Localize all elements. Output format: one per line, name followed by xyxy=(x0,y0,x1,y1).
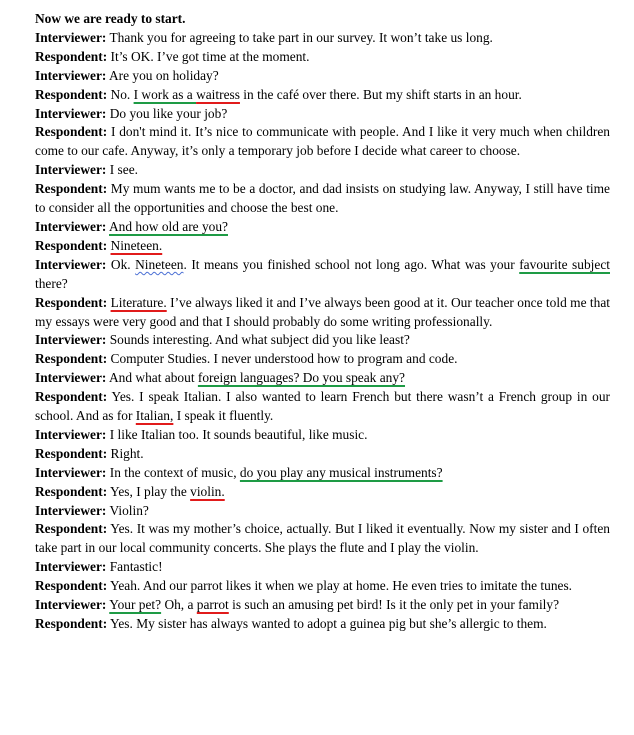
speaker-label: Respondent: xyxy=(35,483,108,499)
line-text: Yes. It was my mother’s choice, actually. But I liked it eventually. Now my sister and I often take part in our local community concerts. She plays the flute and I play the violin. xyxy=(35,521,610,556)
speaker-label: Respondent: xyxy=(35,578,108,594)
transcript-line-respondent xyxy=(35,294,610,332)
speaker-label: Interviewer: xyxy=(35,256,107,272)
speaker-label: Interviewer: xyxy=(35,502,107,518)
line-text: Yes. I speak Italian. I also wanted to learn French but there wasn’t a French group in our school. And as for xyxy=(35,389,610,424)
speaker-label: Respondent: xyxy=(35,86,108,102)
speaker-label: Interviewer: xyxy=(35,332,107,348)
transcript-line-interviewer xyxy=(35,596,610,615)
line-text: there? xyxy=(35,275,68,291)
line-text: Computer Studies. I never understood how to program and code. xyxy=(107,351,458,367)
line-text: I don't mind it. It’s nice to communicate with people. And I like it very much when children come to our cafe. Anyway, it’s only a temporary job before I decide what career to choose. xyxy=(35,124,610,159)
line-text: Sounds interesting. And what subject did you like least? xyxy=(106,332,410,348)
transcript-line-interviewer xyxy=(35,256,610,294)
question-highlight: foreign languages? Do you speak any? xyxy=(197,370,406,386)
transcript-line-respondent xyxy=(35,483,610,502)
line-text: It’s OK. I’ve got time at the moment. xyxy=(107,48,310,64)
transcript-line-interviewer xyxy=(35,29,610,48)
transcript-line-interviewer xyxy=(35,161,610,180)
transcript-line-interviewer xyxy=(35,369,610,388)
speaker-label: Respondent: xyxy=(35,124,108,140)
line-text: I’ve always liked it and I’ve always been good at it. Our teacher once told me that my essays were very good and that I should probably do some writing professionally. xyxy=(35,294,610,329)
spellcheck-word: Nineteen xyxy=(135,256,184,272)
line-text: No. xyxy=(107,86,134,102)
line-text: I like Italian too. It sounds beautiful, like music. xyxy=(106,426,368,442)
speaker-label: Respondent: xyxy=(35,237,108,253)
transcript-line-respondent xyxy=(35,86,610,105)
line-text: Yeah. And our parrot likes it when we play at home. He even tries to imitate the tunes. xyxy=(107,578,573,594)
transcript-line-respondent xyxy=(35,388,610,426)
answer-highlight: violin. xyxy=(190,483,225,499)
speaker-label: Interviewer: xyxy=(35,597,107,613)
line-text: I see. xyxy=(106,162,138,178)
line-text: My mum wants me to be a doctor, and dad insists on studying law. Anyway, I still have time to consider all the opportunities and choose the best one. xyxy=(35,181,610,216)
speaker-label: Interviewer: xyxy=(35,67,107,83)
speaker-label: Interviewer: xyxy=(35,105,107,121)
transcript-line-interviewer xyxy=(35,464,610,483)
transcript-line-respondent xyxy=(35,180,610,218)
transcript-line-respondent xyxy=(35,615,610,634)
transcript-line-interviewer xyxy=(35,426,610,445)
speaker-label: Respondent: xyxy=(35,389,108,405)
speaker-label: Interviewer: xyxy=(35,29,107,45)
transcript-line-respondent xyxy=(35,123,610,161)
interview-transcript xyxy=(35,29,610,634)
transcript-line-respondent xyxy=(35,350,610,369)
transcript-line-respondent xyxy=(35,48,610,67)
transcript-line-respondent xyxy=(35,237,610,256)
line-text: Do you like your job? xyxy=(106,105,228,121)
answer-highlight: Literature. xyxy=(110,294,167,310)
answer-highlight: Italian, xyxy=(135,408,174,424)
question-highlight: I work as a xyxy=(133,86,197,102)
line-text: Fantastic! xyxy=(106,559,163,575)
line-text: Ok. xyxy=(106,256,136,272)
line-text: in the café over there. But my shift starts in an hour. xyxy=(239,86,522,102)
line-text: . It means you finished school not long ago. What was your xyxy=(183,256,520,272)
line-text: Yes. My sister has always wanted to adopt a guinea pig but she’s allergic to them. xyxy=(107,616,547,631)
transcript-line-respondent xyxy=(35,520,610,558)
transcript-line-interviewer xyxy=(35,331,610,350)
transcript-line-interviewer xyxy=(35,558,610,577)
speaker-label: Respondent: xyxy=(35,294,108,310)
speaker-label: Interviewer: xyxy=(35,464,107,480)
speaker-label: Interviewer: xyxy=(35,426,107,442)
speaker-label: Respondent: xyxy=(35,48,108,64)
speaker-label: Respondent: xyxy=(35,181,108,197)
document-heading: Now we are ready to start. xyxy=(35,11,186,26)
question-highlight: favourite subject xyxy=(519,256,610,272)
answer-highlight: parrot xyxy=(196,597,229,613)
transcript-line-interviewer xyxy=(35,218,610,237)
answer-highlight: Nineteen. xyxy=(110,237,163,253)
answer-highlight: waitress xyxy=(196,86,240,102)
line-text: Yes, I play the xyxy=(107,483,191,499)
transcript-line-interviewer xyxy=(35,502,610,521)
speaker-label: Interviewer: xyxy=(35,162,107,178)
line-text: Thank you for agreeing to take part in our survey. It won’t take us long. xyxy=(106,29,493,45)
transcript-line-respondent xyxy=(35,577,610,596)
speaker-label: Respondent: xyxy=(35,351,108,367)
line-text: I speak it fluently. xyxy=(173,408,274,424)
line-text: is such an amusing pet bird! Is it the only pet in your family? xyxy=(228,597,560,613)
speaker-label: Interviewer: xyxy=(35,559,107,575)
question-highlight: And how old are you? xyxy=(109,218,228,234)
line-text: Are you on holiday? xyxy=(106,67,219,83)
speaker-label: Respondent: xyxy=(35,521,108,537)
speaker-label: Interviewer: xyxy=(35,218,107,234)
line-text: In the context of music, xyxy=(106,464,240,480)
line-text: And what about xyxy=(106,370,198,386)
line-text: Oh, a xyxy=(161,597,197,613)
question-highlight: Your pet? xyxy=(109,597,162,613)
speaker-label: Interviewer: xyxy=(35,370,107,386)
speaker-label: Respondent: xyxy=(35,616,108,631)
transcript-line-respondent xyxy=(35,445,610,464)
transcript-line-interviewer xyxy=(35,67,610,86)
transcript-line-interviewer xyxy=(35,105,610,124)
line-text: Right. xyxy=(107,445,144,461)
line-text: Violin? xyxy=(106,502,149,518)
speaker-label: Respondent: xyxy=(35,445,108,461)
question-highlight: do you play any musical instruments? xyxy=(239,464,443,480)
